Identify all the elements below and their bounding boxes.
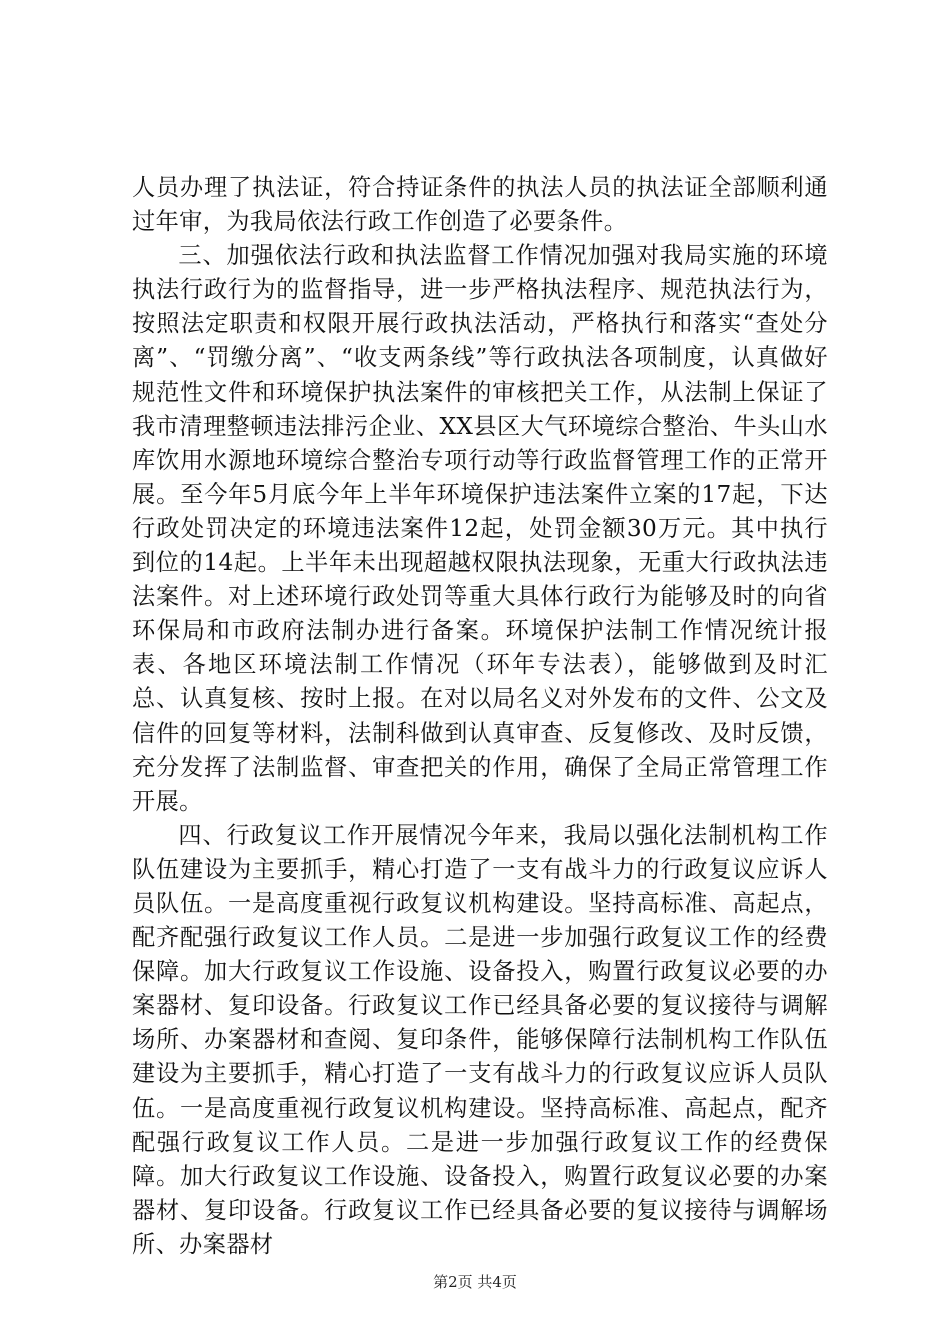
paragraph-2: 三、加强依法行政和执法监督工作情况加强对我局实施的环境执法行政行为的监督指导，进一步严格执法程序、规范执法行为，按照法定职责和权限开展行政执法活动，严格执行和落实“查处分离”、“罚缴分离”、“收支两条线”等行政执法各项制度，认真做好规范性文件和环境保护执法案件的审核把关工作，从法制上保证了我市清理整顿违法排污企业、XX县区大气环境综合整治、牛头山水库饮用水源地环境综合整治专项行动等行政监督管理工作的正常开展。至今年5月底今年上半年环境保护违法案件立案的17起，下达行政处罚决定的环境违法案件12起，处罚金额30万元。其中执行到位的14起。上半年未出现超越权限执法现象，无重大行政执法违法案件。对上述环境行政处罚等重大具体行政行为能够及时的向省环保局和市政府法制办进行备案。环境保护法制工作情况统计报表、各地区环境法制工作情况（环年专法表），能够做到及时汇总、认真复核、按时上报。在对以局名义对外发布的文件、公文及信件的回复等材料，法制科做到认真审查、反复修改、及时反馈，充分发挥了法制监督、审查把关的作用，确保了全局正常管理工作开展。	[132, 242, 828, 815]
page-footer: 第2页 共4页	[433, 1273, 517, 1291]
paragraph-3: 四、行政复议工作开展情况今年来，我局以强化法制机构工作队伍建设为主要抓手，精心打造了一支有战斗力的行政复议应诉人员队伍。一是高度重视行政复议机构建设。坚持高标准、高起点，配齐配强行政复议工作人员。二是进一步加强行政复议工作的经费保障。加大行政复议工作设施、设备投入，购置行政复议必要的办案器材、复印设备。行政复议工作已经具备必要的复议接待与调解场所、办案器材和查阅、复印条件，能够保障行法制机构工作队伍建设为主要抓手，精心打造了一支有战斗力的行政复议应诉人员队伍。一是高度重视行政复议机构建设。坚持高标准、高起点，配齐配强行政复议工作人员。二是进一步加强行政复议工作的经费保障。加大行政复议工作设施、设备投入，购置行政复议必要的办案器材、复印设备。行政复议工作已经具备必要的复议接待与调解场所、办案器材	[132, 821, 828, 1258]
document-body	[132, 171, 828, 1262]
paragraph-1: 人员办理了执法证，符合持证条件的执法人员的执法证全部顺利通过年审，为我局依法行政工作创造了必要条件。	[132, 174, 828, 236]
